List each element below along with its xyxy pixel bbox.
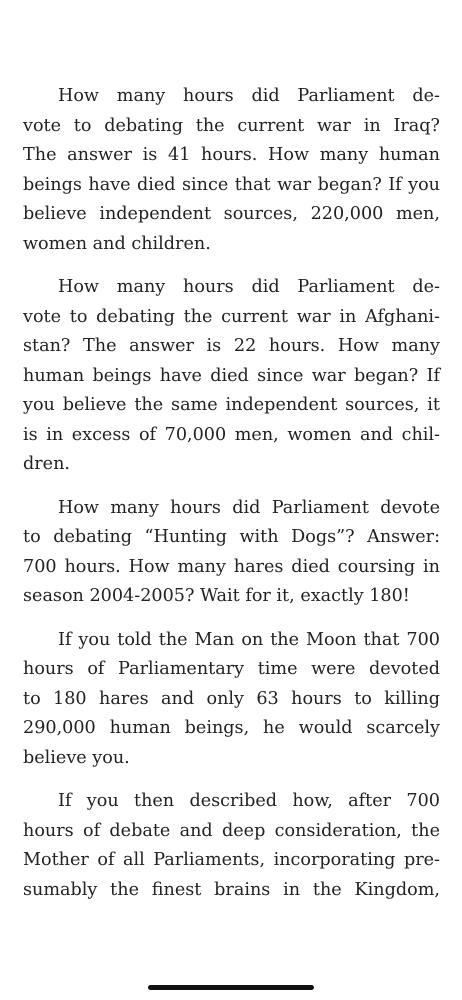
text-line: The answer is 41 hours. How many human bbox=[23, 145, 440, 165]
text-line: How many hours did Parliament devote bbox=[58, 497, 440, 518]
text-line: vote to debating the current war in Afghani- bbox=[23, 306, 440, 327]
text-line: human beings have died since war began? If bbox=[23, 365, 440, 386]
text-line: is in excess of 70,000 men, women and chil- bbox=[23, 424, 440, 445]
text-line: to debating “Hunting with Dogs”? Answer: bbox=[23, 527, 440, 547]
paragraph bbox=[23, 82, 440, 259]
text-line: If you told the Man on the Moon that 700 bbox=[58, 629, 440, 650]
paragraph bbox=[23, 273, 440, 480]
text-line: to 180 hares and only 63 hours to killing bbox=[23, 688, 440, 709]
text-line: dren. bbox=[23, 454, 71, 474]
text-line: If you then described how, after 700 bbox=[58, 791, 440, 811]
home-indicator[interactable] bbox=[148, 985, 314, 990]
text-line: vote to debating the current war in Iraq? bbox=[23, 115, 440, 136]
text-line: Mother of all Parliaments, incorporating pre- bbox=[23, 850, 440, 870]
text-line: 290,000 human beings, he would scarcely bbox=[23, 718, 440, 738]
text-line: believe independent sources, 220,000 men, bbox=[23, 204, 440, 224]
text-line: How many hours did Parliament de- bbox=[58, 277, 440, 297]
text-line: women and children. bbox=[23, 233, 211, 254]
paragraph bbox=[23, 626, 440, 774]
text-line: stan? The answer is 22 hours. How many bbox=[23, 336, 440, 356]
paragraph bbox=[23, 787, 440, 905]
text-line: believe you. bbox=[23, 747, 130, 768]
text-line: beings have died since that war began? If you bbox=[23, 174, 440, 195]
text-line: 700 hours. How many hares died coursing in bbox=[23, 556, 440, 577]
paragraph bbox=[23, 494, 440, 612]
text-line: season 2004-2005? Wait for it, exactly 180! bbox=[23, 586, 410, 606]
reader-page[interactable] bbox=[23, 82, 440, 919]
text-line: hours of Parliamentary time were devoted bbox=[23, 659, 440, 679]
text-line: hours of debate and deep consideration, the bbox=[23, 820, 440, 841]
text-line: you believe the same independent sources, it bbox=[23, 395, 440, 415]
text-line: How many hours did Parliament de- bbox=[58, 86, 440, 106]
text-line: sumably the finest brains in the Kingdom, bbox=[23, 879, 440, 900]
